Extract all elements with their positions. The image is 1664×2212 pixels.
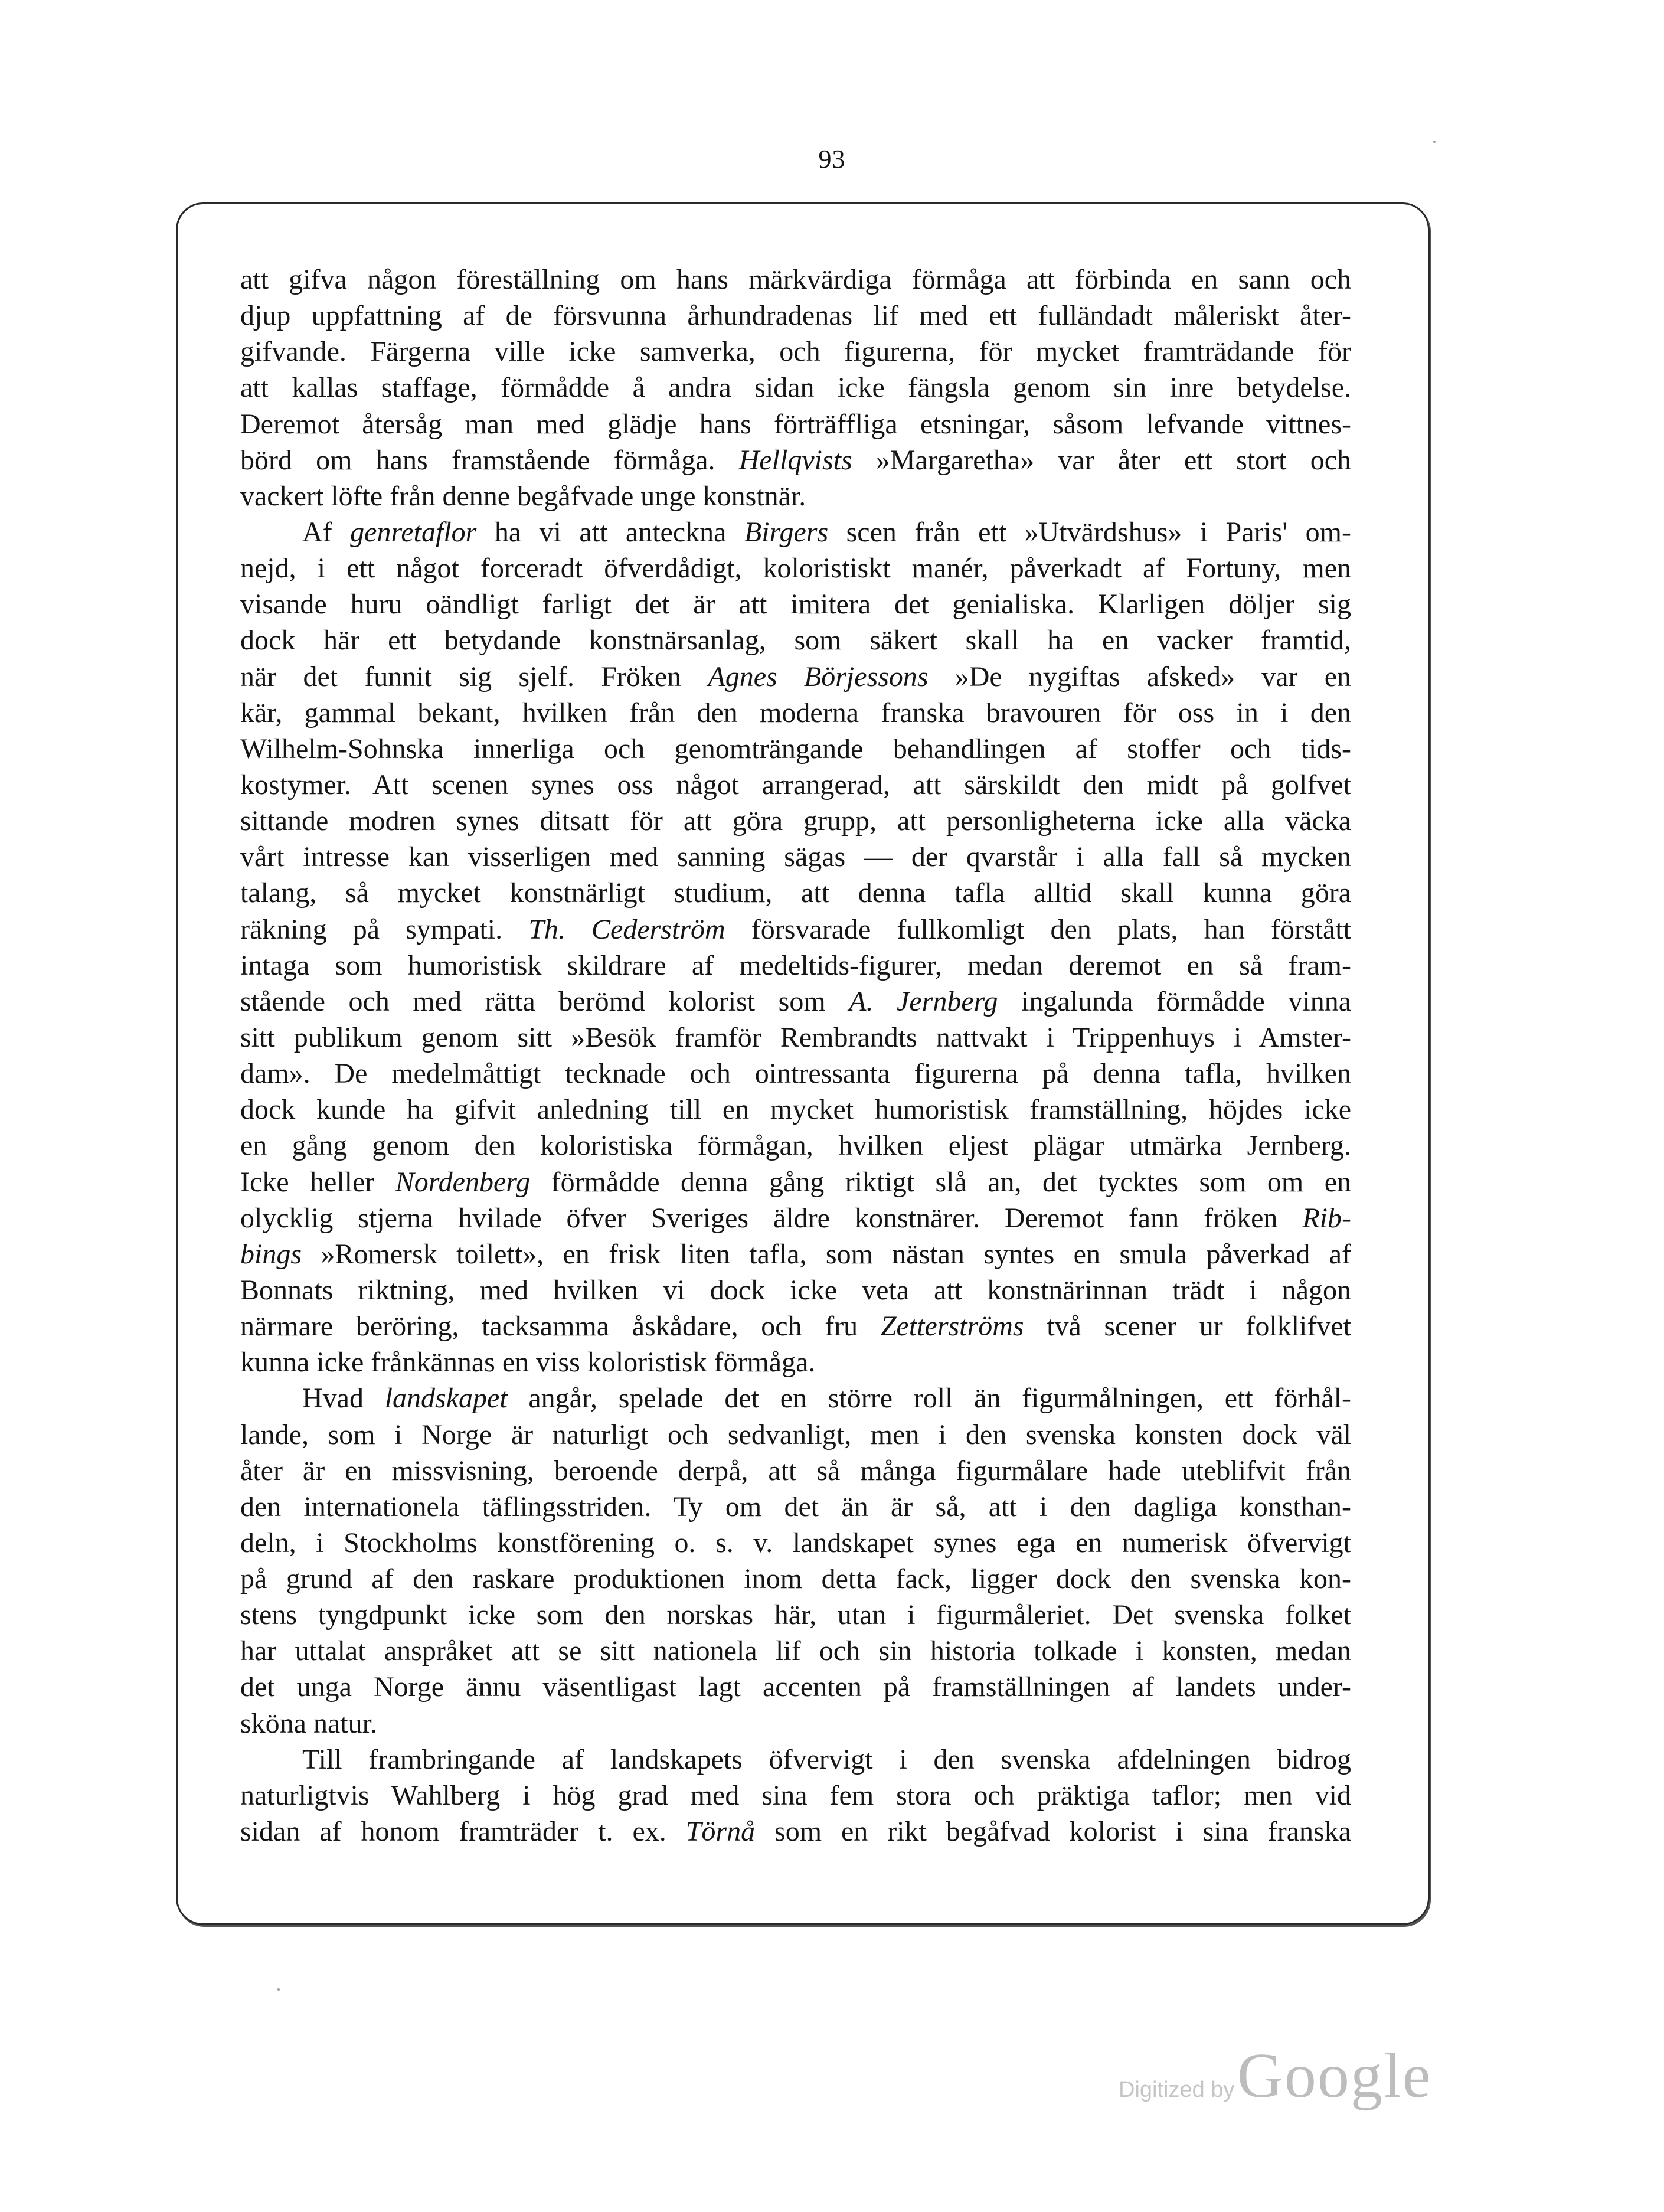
text-line: Hvad landskapet angår, spelade det en större roll än figurmålningen, ett förhål- — [302, 1383, 1352, 1414]
text-line: stens tyngdpunkt icke som den norskas här, utan i figurmåleriet. Det svenska folket — [240, 1599, 1351, 1631]
text-line: Till frambringande af landskapets öfvervigt i den svenska afdelningen bidrog — [302, 1743, 1351, 1775]
text-line: att gifva någon föreställning om hans märkvärdiga förmåga att förbinda en sann och — [240, 264, 1351, 295]
text-line: det unga Norge ännu väsentligast lagt accenten på framställningen af landets under- — [240, 1671, 1351, 1703]
text-line: bings »Romersk toilett», en frisk liten tafla, som nästan syntes en smula påverkad af — [240, 1238, 1351, 1270]
text-line: djup uppfattning af de försvunna århundradenas lif med ett fulländadt måleriskt åter- — [240, 300, 1351, 332]
text-line: sköna natur. — [240, 1707, 377, 1739]
text-line: räkning på sympati. Th. Cederström försvarade fullkomligt den plats, han förstått — [240, 913, 1351, 945]
scan-speck — [277, 1988, 280, 1991]
text-line: kär, gammal bekant, hvilken från den moderna franska bravouren för oss in i den — [240, 697, 1351, 728]
scan-speck — [1433, 141, 1436, 143]
text-line: Wilhelm-Sohnska innerliga och genomträngande behandlingen af stoffer och tids- — [240, 733, 1351, 764]
text-line: nejd, i ett något forceradt öfverdådigt, koloristiskt manér, påverkadt af Fortuny, men — [240, 553, 1351, 584]
text-line: stående och med rätta berömd kolorist som A. Jernberg ingalunda förmådde vinna — [240, 985, 1352, 1017]
text-line: dam». De medelmåttigt tecknade och ointressanta figurerna på denna tafla, hvilken — [240, 1058, 1351, 1090]
google-logo: Google — [1237, 2041, 1432, 2111]
text-line: visande huru oändligt farligt det är att imitera det genialiska. Klarligen döljer sig — [240, 589, 1351, 620]
text-line: lande, som i Norge är naturligt och sedvanligt, men i den svenska konsten dock väl — [240, 1419, 1351, 1450]
text-line: att kallas staffage, förmådde å andra sidan icke fängsla genom sin inre betydelse. — [240, 372, 1351, 404]
text-line: Af genretaflor ha vi att anteckna Birgers scen från ett »Utvärdshus» i Paris' om- — [302, 516, 1351, 548]
text-line: dock här ett betydande konstnärsanlag, som säkert skall ha en vacker framtid, — [240, 625, 1351, 656]
text-line: på grund af den raskare produktionen inom detta fack, ligger dock den svenska kon- — [240, 1563, 1351, 1595]
text-line: sitt publikum genom sitt »Besök framför Rembrandts nattvakt i Trippenhuys i Amster- — [240, 1021, 1351, 1053]
text-line: kunna icke frånkännas en viss koloristisk förmåga. — [240, 1347, 816, 1378]
text-line: närmare beröring, tacksamma åskådare, och fru Zetterströms två scener ur folklifvet — [240, 1311, 1351, 1342]
text-line: när det funnit sig sjelf. Fröken Agnes Börjessons »De nygiftas afsked» var en — [240, 661, 1351, 692]
text-line: dock kunde ha gifvit anledning till en mycket humoristisk framställning, höjdes icke — [240, 1094, 1351, 1126]
text-line: har uttalat anspråket att se sitt nationela lif och sin historia tolkade i konsten, medan — [240, 1635, 1351, 1667]
text-line: naturligtvis Wahlberg i hög grad med sina fem stora och präktiga taflor; men vid — [240, 1779, 1351, 1811]
text-line: Icke heller Nordenberg förmådde denna gång riktigt slå an, det tycktes som om en — [240, 1166, 1351, 1198]
digitized-by-watermark — [1119, 2040, 1432, 2113]
watermark-prefix: Digitized by — [1119, 2077, 1235, 2102]
text-line: vackert löfte från denne begåfvade unge konstnär. — [240, 480, 806, 512]
text-line: åter är en missvisning, beroende derpå, att så många figurmålare hade uteblifvit från — [240, 1455, 1351, 1486]
text-line: kostymer. Att scenen synes oss något arrangerad, att särskildt den midt på golfvet — [240, 769, 1351, 800]
page-number: 93 — [818, 145, 846, 174]
text-line: den internationela täflingsstriden. Ty om det än är så, att i den dagliga konsthan- — [240, 1491, 1351, 1522]
body-text — [240, 262, 1351, 1850]
text-line: intaga som humoristisk skildrare af medeltids-figurer, medan deremot en så fram- — [240, 949, 1351, 981]
text-line: olycklig stjerna hvilade öfver Sveriges äldre konstnärer. Deremot fann fröken Rib- — [240, 1202, 1351, 1234]
text-line: Bonnats riktning, med hvilken vi dock icke veta att konstnärinnan trädt i någon — [240, 1274, 1351, 1306]
text-line: Deremot återsåg man med glädje hans förträffliga etsningar, såsom lefvande vittnes- — [240, 408, 1351, 440]
text-line: gifvande. Färgerna ville icke samverka, och figurerna, för mycket framträdande för — [240, 336, 1351, 368]
text-line: sidan af honom framträder t. ex. Törnå som en rikt begåfvad kolorist i sina franska — [240, 1816, 1351, 1848]
text-line: börd om hans framstående förmåga. Hellqvists »Margaretha» var åter ett stort och — [240, 444, 1351, 476]
text-line: en gång genom den koloristiska förmågan, hvilken eljest plägar utmärka Jernberg. — [240, 1130, 1351, 1162]
text-line: deln, i Stockholms konstförening o. s. v. landskapet synes ega en numerisk öfvervigt — [240, 1527, 1351, 1558]
text-line: talang, så mycket konstnärligt studium, att denna tafla alltid skall kunna göra — [240, 877, 1351, 909]
text-line: sittande modren synes ditsatt för att göra grupp, att personligheterna icke alla väcka — [240, 805, 1351, 837]
text-line: vårt intresse kan visserligen med sanning sägas — der qvarstår i alla fall så mycken — [240, 841, 1351, 873]
